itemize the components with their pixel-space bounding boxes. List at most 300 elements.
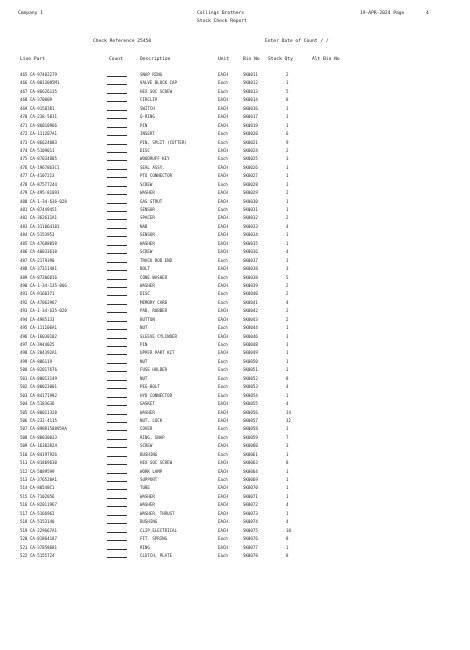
bin-cell: SK0038 — [243, 274, 258, 280]
unit-cell: Each — [218, 434, 228, 440]
unit-cell: EACH — [218, 105, 228, 111]
count-entry-line[interactable] — [107, 93, 127, 94]
stock-qty-cell: 1 — [286, 207, 289, 212]
description-cell: RING — [140, 544, 150, 550]
count-entry-line[interactable] — [107, 118, 127, 119]
table-row — [0, 510, 470, 518]
line-part-cell: 510 CA-84197926 — [20, 451, 57, 457]
bin-cell: SK0074 — [243, 519, 258, 525]
bin-cell: SK0064 — [243, 468, 258, 474]
description-cell: WASHER — [140, 190, 155, 196]
unit-cell: EACH — [218, 122, 228, 128]
bin-cell: SK0070 — [243, 485, 258, 491]
stock-qty-cell: 1 — [286, 173, 289, 179]
bin-cell: SK0037 — [243, 257, 258, 263]
line-part-cell: 477 CA-4107213 — [20, 173, 55, 179]
line-part-cell: 466 CA-0013085M1 — [20, 80, 60, 86]
description-cell: MEMORY CARD — [140, 299, 168, 305]
table-row — [0, 358, 470, 366]
bin-cell: SK0020 — [243, 131, 258, 137]
count-entry-line[interactable] — [107, 506, 127, 507]
unit-cell: EACH — [218, 190, 228, 196]
table-row — [0, 316, 470, 324]
line-part-cell: 497 CA-3944025 — [20, 342, 55, 347]
unit-cell: EACH — [218, 232, 228, 238]
count-entry-line[interactable] — [107, 304, 127, 305]
table-row — [0, 181, 470, 189]
stock-qty-cell: 1 — [286, 392, 289, 398]
table-row — [0, 88, 470, 96]
count-entry-line[interactable] — [107, 329, 127, 330]
bin-cell: SK0034 — [243, 232, 258, 238]
description-cell: CONE WASHER — [140, 274, 168, 280]
count-entry-line[interactable] — [107, 186, 127, 187]
bin-cell: SK0058 — [243, 426, 258, 432]
unit-cell: Each — [218, 384, 228, 390]
unit-cell: EACH — [218, 308, 228, 314]
table-row — [0, 105, 470, 113]
count-entry-line[interactable] — [107, 557, 127, 558]
unit-cell: Each — [218, 367, 228, 373]
count-entry-line[interactable] — [107, 405, 127, 406]
count-entry-line[interactable] — [107, 245, 127, 246]
description-cell: SENSOR — [140, 207, 155, 212]
stock-qty-cell: 2 — [286, 147, 289, 153]
stock-qty-cell: 1 — [286, 325, 289, 331]
unit-cell: EACH — [218, 215, 228, 221]
col-bin-no: Bin No — [243, 57, 260, 62]
line-part-cell: 481 CA-87449451 — [20, 207, 57, 212]
stock-qty-cell: 9 — [286, 139, 289, 145]
stock-qty-cell: 1 — [286, 350, 289, 356]
unit-cell: EACH — [218, 443, 228, 449]
description-cell: BUSHING — [140, 519, 158, 525]
stock-qty-cell: 1 — [286, 468, 289, 474]
unit-cell: EACH — [218, 164, 228, 170]
table-row — [0, 324, 470, 332]
unit-cell: EACH — [218, 198, 228, 204]
count-entry-line[interactable] — [107, 203, 127, 204]
count-entry-line[interactable] — [107, 144, 127, 145]
description-cell: WASHER — [140, 493, 155, 499]
unit-cell: Each — [218, 477, 228, 482]
bin-cell: SK0063 — [243, 460, 258, 466]
bin-cell: SK0060 — [243, 443, 258, 449]
count-entry-line[interactable] — [107, 177, 127, 178]
description-cell: TUBE — [140, 485, 150, 491]
line-part-cell: 519 CA-229667A1 — [20, 527, 57, 533]
line-part-cell: 478 CA-87577244 — [20, 181, 57, 187]
bin-cell: SK0013 — [243, 88, 258, 94]
count-entry-line[interactable] — [107, 380, 127, 381]
stock-qty-cell: 10 — [286, 527, 291, 533]
bin-cell: SK0051 — [243, 367, 258, 373]
line-part-cell: 469 CA-9158381 — [20, 105, 55, 111]
bin-cell: SK0016 — [243, 105, 258, 111]
table-row — [0, 527, 470, 535]
bin-cell: SK0021 — [243, 139, 258, 145]
stock-qty-cell: 4 — [286, 299, 289, 305]
bin-cell: SK0035 — [243, 240, 258, 246]
table-row — [0, 417, 470, 425]
unit-cell: Each — [218, 426, 228, 432]
unit-cell: Each — [218, 375, 228, 381]
line-part-cell: 471 CA-86010966 — [20, 122, 57, 128]
description-cell: PAD, RUBBER — [140, 308, 168, 314]
col-alt-bin: Alt Bin No — [312, 57, 340, 62]
unit-cell: EACH — [218, 350, 228, 356]
count-entry-line[interactable] — [107, 422, 127, 423]
bin-cell: SK0012 — [243, 80, 258, 86]
stock-qty-cell: 4 — [286, 223, 289, 229]
bin-cell: SK0078 — [243, 552, 258, 558]
line-part-cell: 509 CA-16302824 — [20, 443, 57, 449]
stock-qty-cell: 5 — [286, 88, 289, 94]
stock-qty-cell: 1 — [286, 342, 289, 347]
stock-qty-cell: 8 — [286, 552, 289, 558]
count-entry-line[interactable] — [107, 321, 127, 322]
stock-qty-cell: 4 — [286, 519, 289, 525]
stock-qty-cell: 2 — [286, 291, 289, 297]
line-part-cell: 479 CA-495-81093 — [20, 190, 60, 196]
description-cell: HYD CONNECTOR — [140, 392, 173, 398]
unit-cell: EACH — [218, 510, 228, 516]
bin-cell: SK0017 — [243, 114, 258, 120]
count-entry-line[interactable] — [107, 363, 127, 364]
table-row — [0, 552, 470, 560]
count-entry-line[interactable] — [107, 447, 127, 448]
description-cell: O-RING — [140, 114, 155, 120]
bin-cell: SK0039 — [243, 282, 258, 288]
line-part-cell: 470 CA-238-5011 — [20, 114, 57, 120]
table-row — [0, 459, 470, 467]
unit-cell: Each — [218, 392, 228, 398]
count-entry-line[interactable] — [107, 388, 127, 389]
count-entry-line[interactable] — [107, 498, 127, 499]
count-entry-line[interactable] — [107, 523, 127, 524]
line-part-cell: 465 CA-97402279 — [20, 72, 57, 77]
count-entry-line[interactable] — [107, 127, 127, 128]
bin-cell: SK0025 — [243, 156, 258, 162]
description-cell: CLIP,ELECTRICAL — [140, 527, 177, 533]
table-row — [0, 544, 470, 552]
count-entry-line[interactable] — [107, 489, 127, 490]
count-entry-line[interactable] — [107, 253, 127, 254]
line-part-cell: 511 CA-81869630 — [20, 460, 57, 466]
stock-qty-cell: 1 — [286, 485, 289, 491]
page-number: 4 — [426, 11, 429, 16]
line-part-cell: 486 CA-40033610 — [20, 249, 57, 255]
line-part-cell: 522 CA-5155724 — [20, 552, 55, 558]
bin-cell: SK0029 — [243, 190, 258, 196]
stock-qty-cell: 1 — [286, 114, 289, 120]
unit-cell: Each — [218, 274, 228, 280]
description-cell: HEX SOC SCREW — [140, 460, 173, 466]
line-part-cell: 514 CA-80548C1 — [20, 485, 55, 491]
stock-qty-cell: 8 — [286, 460, 289, 466]
bin-cell: SK0049 — [243, 350, 258, 356]
line-part-cell: 506 CA-232-4115 — [20, 417, 57, 423]
count-entry-line[interactable] — [107, 135, 127, 136]
unit-cell: EACH — [218, 493, 228, 499]
line-part-cell: 472 CA-111207A1 — [20, 131, 57, 137]
bin-cell: SK0077 — [243, 544, 258, 550]
stock-qty-cell: 3 — [286, 266, 289, 272]
count-entry-line[interactable] — [107, 346, 127, 347]
bin-cell: SK0027 — [243, 173, 258, 179]
unit-cell: EACH — [218, 527, 228, 533]
stock-qty-cell: 8 — [286, 375, 289, 381]
bin-cell: SK0036 — [243, 249, 258, 255]
count-entry-line[interactable] — [107, 219, 127, 220]
stock-qty-cell: 2 — [286, 190, 289, 196]
line-part-cell: 498 CA-284392A1 — [20, 350, 57, 356]
count-entry-line[interactable] — [107, 464, 127, 465]
unit-cell: EACH — [218, 333, 228, 339]
count-date-prompt: Enter Date of Count / / — [265, 39, 329, 44]
bin-cell: SK0041 — [243, 299, 258, 305]
description-cell: TRACK ROD END — [140, 257, 173, 263]
count-entry-line[interactable] — [107, 279, 127, 280]
count-entry-line[interactable] — [107, 312, 127, 313]
description-cell: CLUTCH, PLATE — [140, 552, 173, 558]
count-entry-line[interactable] — [107, 430, 127, 431]
unit-cell: Each — [218, 139, 228, 145]
unit-cell: EACH — [218, 147, 228, 153]
unit-cell: EACH — [218, 485, 228, 491]
line-part-cell: 505 CA-80011320 — [20, 409, 57, 415]
table-row — [0, 79, 470, 87]
description-cell: INSERT — [140, 131, 155, 137]
description-cell: BUTTON — [140, 316, 155, 322]
check-reference: Check Reference 25450 — [93, 39, 152, 44]
count-entry-line[interactable] — [107, 397, 127, 398]
stock-qty-cell: 3 — [286, 156, 289, 162]
bin-cell: SK0011 — [243, 72, 258, 77]
table-row — [0, 240, 470, 248]
stock-qty-cell: 1 — [286, 426, 289, 432]
count-entry-line[interactable] — [107, 160, 127, 161]
table-row — [0, 535, 470, 543]
bin-cell: SK0061 — [243, 451, 258, 457]
description-cell: WORK LAMP — [140, 468, 163, 474]
description-cell: NUT — [140, 375, 148, 381]
bin-cell: SK0032 — [243, 215, 258, 221]
description-cell: DISC — [140, 291, 150, 297]
description-cell: NUT, LOCK — [140, 417, 163, 423]
bin-cell: SK0073 — [243, 510, 258, 516]
unit-cell: Each — [218, 358, 228, 364]
count-entry-line[interactable] — [107, 549, 127, 550]
table-row — [0, 299, 470, 307]
stock-qty-cell: 2 — [286, 215, 289, 221]
line-part-cell: 468 CA-370009 — [20, 97, 53, 103]
count-entry-line[interactable] — [107, 76, 127, 77]
description-cell: WOODRUFF KEY — [140, 156, 170, 162]
count-entry-line[interactable] — [107, 270, 127, 271]
table-row — [0, 96, 470, 104]
line-part-cell: 500 CA-82017676 — [20, 367, 57, 373]
count-entry-line[interactable] — [107, 228, 127, 229]
description-cell: WASHER — [140, 240, 155, 246]
table-row — [0, 172, 470, 180]
unit-cell: Each — [218, 207, 228, 212]
count-entry-line[interactable] — [107, 211, 127, 212]
line-part-cell: 501 CA-80013149 — [20, 375, 57, 381]
description-cell: FUSE HOLDER — [140, 367, 168, 373]
bin-cell: SK0024 — [243, 147, 258, 153]
line-part-cell: 515 CA-7102056 — [20, 493, 55, 499]
report-date: 19-APR-2024 Page — [360, 11, 405, 16]
unit-cell: EACH — [218, 502, 228, 508]
count-entry-line[interactable] — [107, 456, 127, 457]
col-count: Count — [109, 57, 123, 62]
description-cell: SLEEVE CYLINDER — [140, 333, 177, 339]
unit-cell: Each — [218, 88, 228, 94]
line-part-cell: 467 CA-86626135 — [20, 88, 57, 94]
count-entry-line[interactable] — [107, 152, 127, 153]
count-entry-line[interactable] — [107, 371, 127, 372]
stock-qty-cell: 1 — [286, 105, 289, 111]
stock-qty-cell: 5 — [286, 274, 289, 280]
unit-cell: EACH — [218, 266, 228, 272]
count-entry-line[interactable] — [107, 110, 127, 111]
stock-qty-cell: 2 — [286, 72, 289, 77]
unit-cell: Each — [218, 181, 228, 187]
company-number: Company 1 — [18, 11, 43, 16]
description-cell: BOLT — [140, 266, 150, 272]
table-row — [0, 434, 470, 442]
stock-qty-cell: 32 — [286, 417, 291, 423]
unit-cell: EACH — [218, 544, 228, 550]
bin-cell: SK0048 — [243, 342, 258, 347]
bin-cell: SK0030 — [243, 198, 258, 204]
count-entry-line[interactable] — [107, 194, 127, 195]
count-entry-line[interactable] — [107, 473, 127, 474]
table-row — [0, 392, 470, 400]
count-entry-line[interactable] — [107, 338, 127, 339]
table-row — [0, 71, 470, 79]
unit-cell: EACH — [218, 409, 228, 415]
line-part-cell: 508 CA-80030033 — [20, 434, 57, 440]
company-name: Collings Brothers — [197, 11, 245, 16]
col-description: Description — [140, 57, 171, 62]
stock-table — [0, 71, 470, 560]
line-part-cell: 487 CA-2179390 — [20, 257, 55, 263]
description-cell: VALVE BLOCK CAP — [140, 80, 177, 86]
unit-cell: EACH — [218, 249, 228, 255]
unit-cell: EACH — [218, 417, 228, 423]
count-entry-line[interactable] — [107, 101, 127, 102]
table-row — [0, 248, 470, 256]
table-row — [0, 265, 470, 273]
description-cell: WASHER — [140, 502, 155, 508]
description-cell: RING, SNAP — [140, 434, 165, 440]
count-entry-line[interactable] — [107, 354, 127, 355]
col-stock-qty: Stock Qty — [268, 57, 293, 62]
unit-cell: EACH — [218, 97, 228, 103]
stock-qty-cell: 6 — [286, 131, 289, 137]
table-row — [0, 290, 470, 298]
bin-cell: SK0059 — [243, 434, 258, 440]
unit-cell: Each — [218, 451, 228, 457]
count-entry-line[interactable] — [107, 169, 127, 170]
line-part-cell: 520 CA-81864187 — [20, 536, 57, 542]
description-cell: COVER — [140, 426, 153, 432]
description-cell: GASKET — [140, 401, 155, 407]
description-cell: HEX SOC SCREW — [140, 88, 173, 94]
count-entry-line[interactable] — [107, 439, 127, 440]
count-entry-line[interactable] — [107, 295, 127, 296]
line-part-cell: 518 CA-5153140 — [20, 519, 55, 525]
table-row — [0, 189, 470, 197]
count-entry-line[interactable] — [107, 481, 127, 482]
stock-qty-cell: 1 — [286, 544, 289, 550]
description-cell: FIT. SPRING — [140, 536, 168, 542]
line-part-cell: 488 CA-37311481 — [20, 266, 57, 272]
stock-qty-cell: 1 — [286, 232, 289, 238]
stock-qty-cell: 1 — [286, 257, 289, 263]
description-cell: WASHER, THRUST — [140, 510, 175, 516]
count-entry-line[interactable] — [107, 236, 127, 237]
line-part-cell: 475 CA-87034805 — [20, 156, 57, 162]
table-row — [0, 231, 470, 239]
bin-cell: SK0075 — [243, 527, 258, 533]
bin-cell: SK0026 — [243, 164, 258, 170]
description-cell: UPPER PART KIT — [140, 350, 175, 356]
count-entry-line[interactable] — [107, 287, 127, 288]
bin-cell: SK0028 — [243, 181, 258, 187]
description-cell: SNAP RING — [140, 72, 163, 77]
line-part-cell: 493 CA-1-34-635-020 — [20, 308, 67, 314]
stock-qty-cell: 1 — [286, 164, 289, 170]
bin-cell: SK0031 — [243, 207, 258, 212]
stock-qty-cell: 8 — [286, 536, 289, 542]
stock-qty-cell: 2 — [286, 316, 289, 322]
stock-qty-cell: 1 — [286, 333, 289, 339]
count-entry-line[interactable] — [107, 414, 127, 415]
line-part-cell: 507 CA-898R1588V5AA — [20, 426, 67, 432]
description-cell: SWITCH — [140, 105, 155, 111]
line-part-cell: 492 CA-47062967 — [20, 299, 57, 305]
line-part-cell: 496 CA-16030182 — [20, 333, 57, 339]
table-row — [0, 113, 470, 121]
description-cell: PIN — [140, 122, 148, 128]
count-entry-line[interactable] — [107, 532, 127, 533]
bin-cell: SK0040 — [243, 291, 258, 297]
table-row — [0, 307, 470, 315]
line-part-cell: 517 CA-5166962 — [20, 510, 55, 516]
bin-cell: SK0054 — [243, 392, 258, 398]
stock-qty-cell: 4 — [286, 249, 289, 255]
count-entry-line[interactable] — [107, 84, 127, 85]
count-entry-line[interactable] — [107, 262, 127, 263]
count-entry-line[interactable] — [107, 515, 127, 516]
description-cell: SUPPORT — [140, 477, 158, 482]
description-cell: NUT — [140, 358, 148, 364]
count-entry-line[interactable] — [107, 540, 127, 541]
line-part-cell: 513 CA-376520A1 — [20, 477, 57, 482]
bin-cell: SK0069 — [243, 477, 258, 482]
stock-qty-cell: 1 — [286, 477, 289, 482]
table-row — [0, 274, 470, 282]
report-title: Stock Check Report — [197, 19, 247, 24]
unit-cell: Each — [218, 325, 228, 331]
table-row — [0, 198, 470, 206]
description-cell: SPACER — [140, 215, 155, 221]
line-part-cell: 495 CA-111106A1 — [20, 325, 57, 331]
col-unit: Unit — [218, 57, 230, 62]
